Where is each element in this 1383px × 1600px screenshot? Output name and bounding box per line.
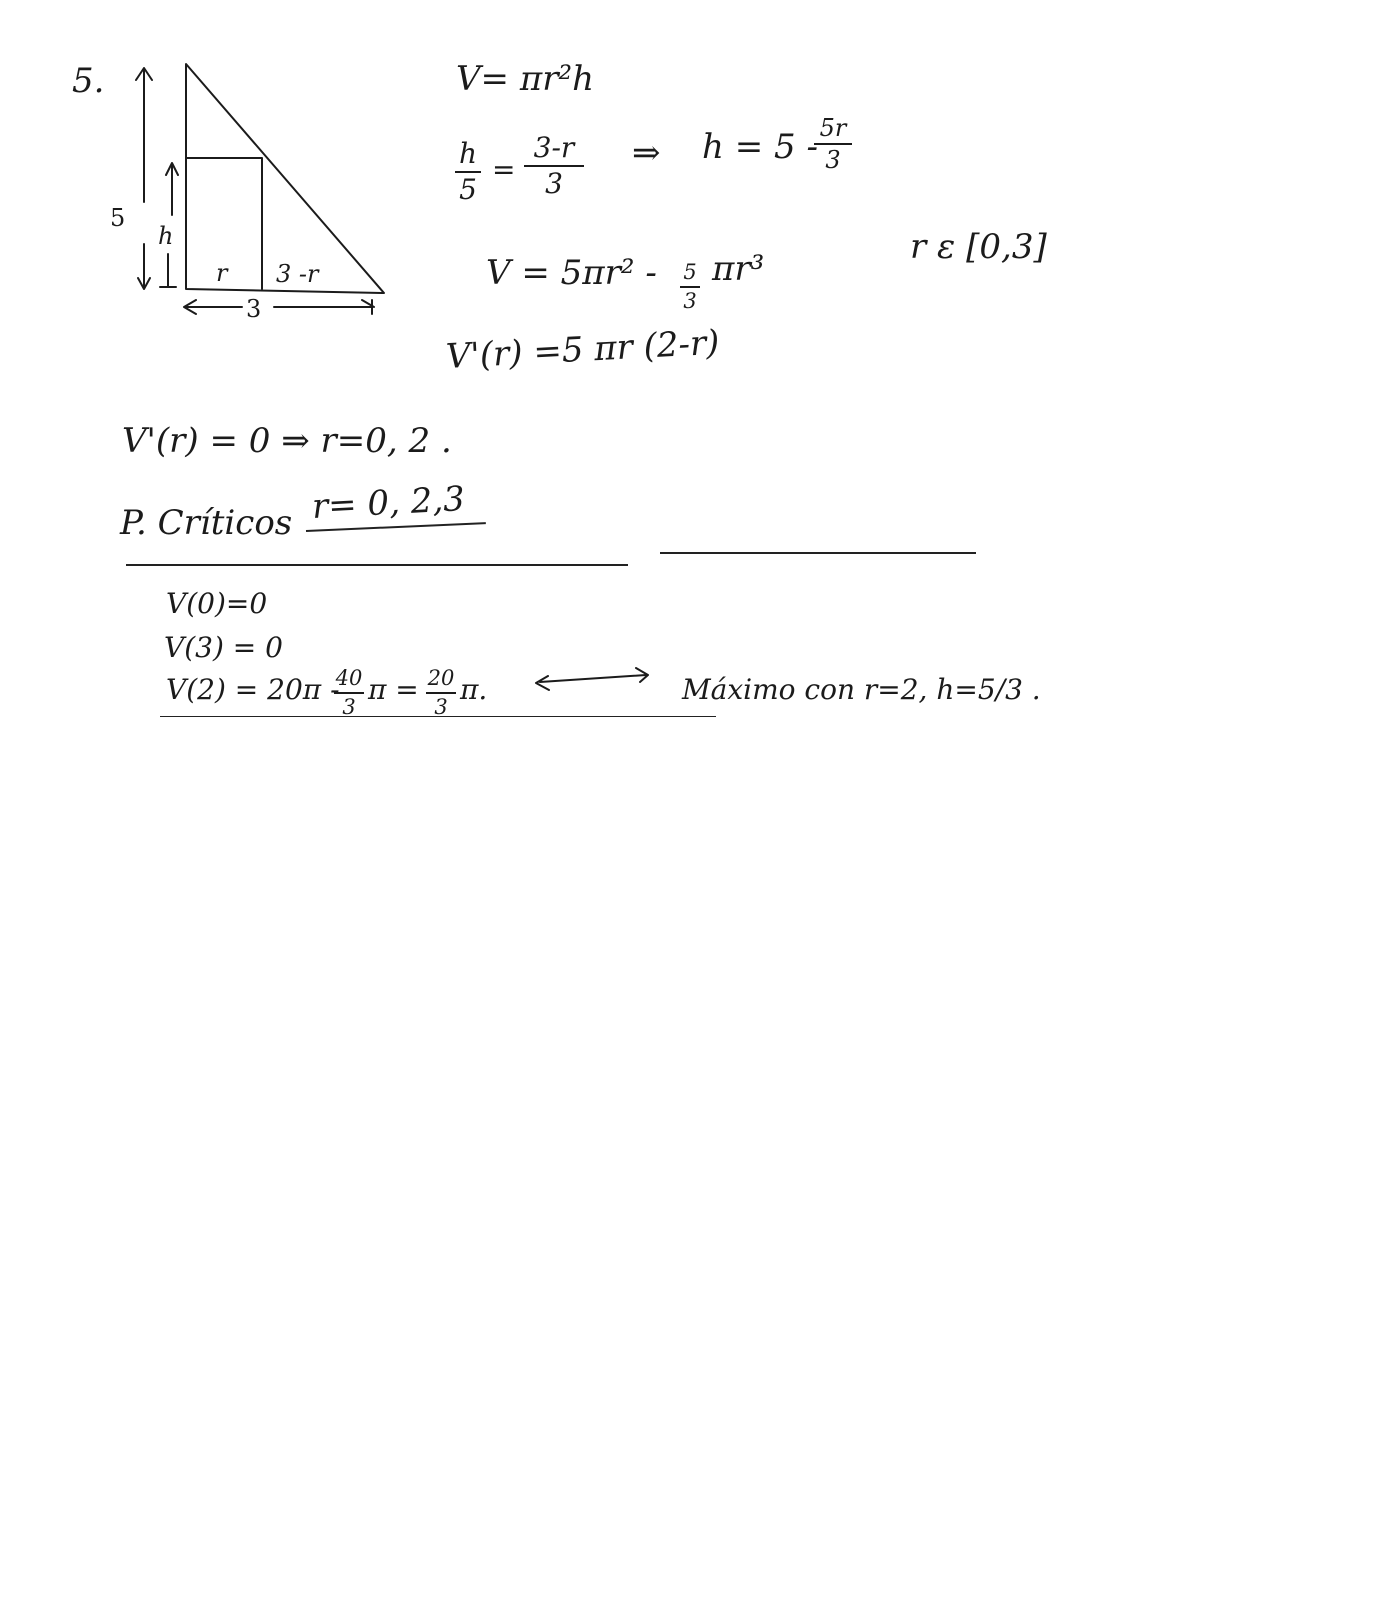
ratio-right-denominator: 3 (545, 167, 563, 200)
eval-v3: V(3) = 0 (164, 631, 283, 664)
answer-pointer-arrow (536, 668, 648, 690)
h-solution-prefix: h = 5 - (702, 127, 818, 167)
volume-expanded-suffix: πr³ (712, 249, 765, 289)
ratio-right-fraction (524, 131, 584, 200)
volume-expanded-prefix: V = 5πr² - (486, 253, 657, 293)
fraction-bar (426, 692, 456, 694)
figure-label-r: r (216, 259, 228, 287)
critical-points-label: P. Críticos (120, 503, 293, 543)
figure-label-h: h (158, 222, 174, 250)
eval-v2-fraction-1 (334, 668, 364, 718)
derivative-formula: V'(r) =5 πr (2-r) (444, 322, 721, 377)
implies-arrow: ⇒ (632, 133, 661, 173)
h-solution-numerator: 5r (819, 114, 847, 142)
outer-height-arrow (136, 68, 152, 289)
figure-label-outer-height: 5 (110, 204, 126, 232)
eval-v2-middle: π = (368, 673, 419, 706)
volume-expanded-numerator: 5 (683, 260, 697, 284)
ratio-left-numerator: h (458, 137, 478, 170)
fraction-bar (334, 692, 364, 694)
eval-v0: V(0)=0 (166, 587, 268, 620)
eval-v2-fraction-2-denominator: 3 (434, 695, 448, 719)
fraction-bar (680, 286, 700, 288)
ratio-left-denominator: 5 (459, 173, 477, 206)
eval-v2-suffix: π. (460, 673, 488, 706)
critical-points-values: r= 0, 2,3 (310, 479, 466, 527)
volume-expanded-denominator: 3 (683, 289, 697, 313)
figure-label-base: 3 (246, 295, 262, 323)
eval-v2-prefix: V(2) = 20π - (166, 673, 340, 706)
eval-v2-fraction-2-numerator: 20 (427, 666, 455, 690)
ratio-right-numerator: 3-r (533, 131, 575, 164)
h-solution-denominator: 3 (825, 146, 841, 174)
h-solution-fraction (814, 116, 852, 172)
volume-formula: V= πr²h (456, 59, 594, 99)
maximum-conclusion: Máximo con r=2, h=5/3 . (682, 673, 1041, 706)
eval-v2-fraction-1-numerator: 40 (335, 666, 363, 690)
problem-number: 5. (72, 61, 105, 101)
figure-label-3-minus-r: 3 -r (276, 260, 319, 288)
fraction-bar (814, 143, 852, 145)
domain-interval: r ε [0,3] (910, 227, 1047, 267)
separator-line-left (126, 564, 628, 566)
ratio-equals: = (492, 153, 516, 186)
eval-v2-fraction-2 (426, 668, 456, 718)
volume-expanded-fraction (680, 262, 700, 312)
evaluations-underline (160, 716, 716, 717)
separator-line-right (660, 552, 976, 554)
base-arrow (184, 300, 374, 314)
critical-equation: V'(r) = 0 ⇒ r=0, 2 . (122, 421, 452, 461)
eval-v2-fraction-1-denominator: 3 (342, 695, 356, 719)
ratio-left-fraction (455, 137, 481, 206)
